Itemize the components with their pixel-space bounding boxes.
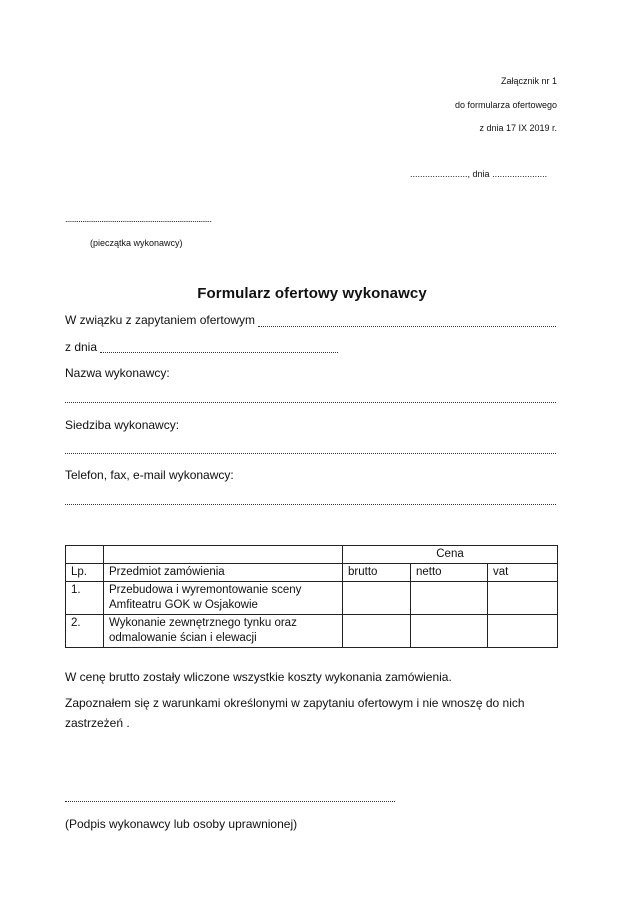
table-cell-empty [66,546,104,564]
contact-label: Telefon, fax, e-mail wykonawcy: [65,468,234,482]
table-row [66,615,558,648]
inquiry-label: W związku z zapytaniem ofertowym [65,313,256,327]
brutto-cell[interactable] [343,582,411,615]
row-subject [104,615,343,648]
name-dots [65,402,556,403]
row-subject [104,582,343,615]
vat-header: vat [488,564,558,582]
attachment-number: Załącznik nr 1 [500,76,557,86]
date-dots-line [100,352,338,353]
page-title: Formularz ofertowy wykonawcy [197,285,427,302]
stamp-label: (pieczątka wykonawcy) [90,238,183,248]
row-lp: 1. [66,582,104,615]
netto-cell[interactable] [411,582,488,615]
contact-dots [65,504,556,505]
row-subject-line: Wykonanie zewnętrznego tynku oraz [109,617,297,629]
offer-table [65,545,558,648]
date-label: z dnia [65,340,98,354]
table-row [66,582,558,615]
netto-cell[interactable] [411,615,488,648]
signature-label: (Podpis wykonawcy lub osoby uprawnionej) [65,817,298,831]
table-header-row-1 [66,546,558,564]
subject-header: Przedmiot zamówienia [104,564,343,582]
date-dots: ...................... [492,169,548,179]
place-dots: ....................... [410,169,468,179]
seat-dots [65,453,556,454]
lp-header: Lp. [66,564,104,582]
attachment-reference: do formularza ofertowego [454,100,557,110]
vat-cell[interactable] [488,615,558,648]
acceptance-statement-line2: zastrzeżeń . [65,716,130,730]
signature-dots [65,801,395,802]
price-header: Cena [343,546,558,564]
row-subject-line: odmalowanie ścian i elewacji [109,632,257,644]
acceptance-statement-line1: Zapoznałem się z warunkami określonymi w zapytaniu ofertowym i nie wnoszę do nich [65,696,525,710]
seat-label: Siedziba wykonawcy: [65,418,180,432]
date-separator: , dnia [467,169,490,179]
row-lp: 2. [66,615,104,648]
vat-cell[interactable] [488,582,558,615]
netto-header: netto [411,564,488,582]
stamp-dots: ............................................................................. [65,214,212,224]
table-cell-empty [104,546,343,564]
row-subject-line: Przebudowa i wyremontowanie sceny [109,584,302,596]
name-label: Nazwa wykonawcy: [65,366,170,380]
costs-statement: W cenę brutto zostały wliczone wszystkie koszty wykonania zamówienia. [65,670,452,684]
attachment-date: z dnia 17 IX 2019 r. [479,123,557,133]
table-header-row-2 [66,564,558,582]
inquiry-dots [258,326,556,327]
brutto-header: brutto [343,564,411,582]
place-date-line [410,169,547,179]
brutto-cell[interactable] [343,615,411,648]
row-subject-line: Amfiteatru GOK w Osjakowie [109,599,258,611]
